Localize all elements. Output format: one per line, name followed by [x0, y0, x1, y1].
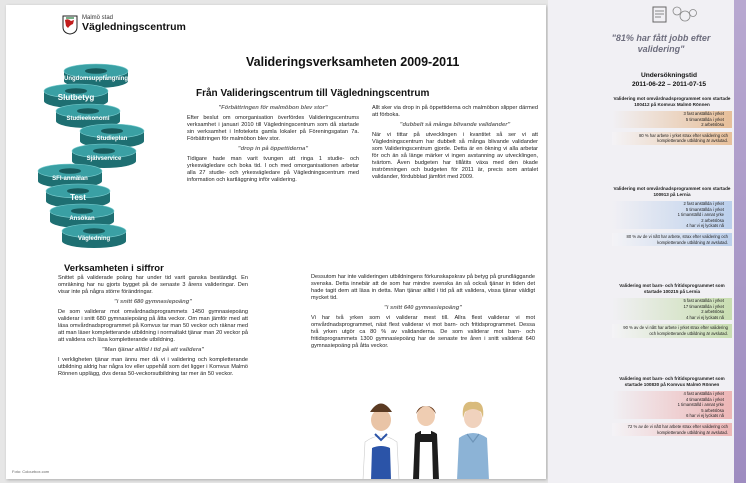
pull-quote: "Förbättringen för malmöbon blev stor": [218, 105, 328, 111]
paragraph: Efter beslut om omorganisation överfördes Valideringscentrums verksamhet i januari 2010 till Vägledningscentrum som då startade sin verksamhet i Infotekets gamla lokaler på Föreningsgatan 7a. Förbättringen för malmöbon blev stor.: [187, 115, 359, 142]
result-stat: 17 timanställda i yrket: [683, 303, 724, 309]
article-column-2: [372, 105, 538, 184]
logo-city: Malmö stad: [82, 15, 114, 21]
result-stat: 3 fast anställda i yrket: [683, 111, 724, 116]
section-heading: Verksamheten i siffror: [64, 263, 164, 274]
result-stat: 2 arbetslösa: [701, 217, 724, 223]
result-box-title: Validering mot barn- och fritidsprogrammet som startade 100830 på Komvux Malmö Rönnen: [619, 376, 725, 387]
main-page: [6, 5, 546, 479]
result-box: [612, 283, 732, 338]
paragraph: I verkligheten tjänar man ännu mer då vi i validering och kompletterande utbildning aldrig har några lov eller uppehåll som det ligger i Komvux Malmö Rönnen upplägg, dvs deras 50-veckorsutbildning tar mer än 50 veckor.: [58, 357, 248, 377]
result-stat: 5 timanställda i yrket: [685, 206, 724, 212]
paragraph: Allt sker via drop in på öppettiderna och malmöbon slipper därmed att förboka.: [372, 105, 538, 118]
paragraph: När vi tittar på utvecklingen i kvantitet så ser vi att Vägledningscentrum har dubbelt så många blivande validander som Valideringscentrum gjorde. Detta är en ökning vi alla arbetar för och än så länge märker vi ingen avstanning av utvecklingen, tvärtom. Även budgeten har tillåtits växa med den ökade inströmningen och budgeten för 2011 är, precis som antalet validander, fördubblad jämfört med 2009.: [372, 132, 538, 180]
result-stat: 5 arbetslösa: [701, 407, 724, 413]
result-box-title: Validering mot barn- och fritidsprogrammet som startade 100215 på Lernia: [619, 283, 725, 294]
ring-9: [62, 224, 126, 248]
result-stat: 2 fast anställda i yrket: [683, 201, 724, 206]
result-stat: 2 arbetslösa: [701, 122, 724, 128]
document-and-bubbles-icon: [651, 5, 709, 25]
paragraph: Tidigare hade man varit tvungen att ringa 1 studie- och yrkesvägledare och boka tid. I och med omorganisationen arbetar alla 27 studie- och yrkesvägledare på Vägledningscentrum med information och kartläggning inför validering.: [187, 156, 359, 183]
paragraph: De som validerar mot omvårdnadsprogrammets 1450 gymnasiepoäng validerar i snitt 680 gymnasiepoäng på åtta veckor. Om man jämför med att läsa omvårdnadsprogrammet på Komvux tar man 50 veckor och räknar med att man läser kompletterande utbildning i normaltakt tjänar man 20 veckor på att validera och läsa kompletterande utbildning.: [58, 309, 248, 343]
result-summary: 72 % av de vi nått har arbete strax efter validering och kompletterande utbildning är avslutad.: [612, 423, 732, 436]
article-column-1: [187, 103, 359, 187]
ring-label: Slutbetyg: [57, 93, 95, 102]
result-box-title: Validering mot omvårdnadsprogrammet som startade 100913 på Lernia: [613, 186, 731, 197]
pull-quote: "dubbelt så många blivande validander": [399, 122, 511, 128]
malmo-crest-icon: [62, 15, 78, 35]
ring-label: SFI-anmälan: [52, 176, 88, 182]
chef-figure: [363, 404, 399, 480]
result-box: [612, 186, 732, 246]
result-stat: 4 har vi ej lyckats nå: [686, 314, 724, 320]
paragraph: Snittet på validerade poäng har under tid varit ganska beständigt. En omräkning har nu gjorts bygget på de senaste 3 årens valideringar. Den visar inte på några större förändringar.: [58, 275, 248, 295]
page-subtitle: Från Valideringscentrum till Vägledningscentrum: [196, 88, 430, 99]
paragraph: Vi har två yrken som vi validerar mest till. Allra flest validerar vi mot omvårdnadsprogrammet, näst flest validerar vi mot barn- och fritidsprogrammet. Dessa två yrken utgör ca 80 % av validanderna. De som validerar mot barn- och fritidsprogrammets 1300 gymnasiepoäng har de senaste tre åren i snitt validerat 640 gymnasiepoäng på åtta veckor.: [311, 315, 535, 349]
service-ring-stack: [36, 53, 176, 253]
result-box: [612, 376, 732, 436]
pull-quote: "i snitt 640 gymnasiepoäng": [384, 305, 462, 311]
result-summary: 90 % av de vi nått har arbete i yrket strax efter validering och kompletterande utbildning är avslutad.: [612, 324, 732, 337]
result-stat: 6 har vi ej lyckats nå: [686, 413, 724, 419]
figures-column-1: [58, 275, 248, 381]
logo: [62, 15, 186, 35]
ring-label: Studieplan: [96, 136, 128, 142]
sidebar-edge-strip: [734, 0, 746, 483]
result-stat: 4 har vi ej lyckats nå: [686, 223, 724, 229]
people-photo: [351, 390, 531, 479]
page-title: Valideringsverksamheten 2009-2011: [246, 55, 460, 69]
waitress-figure: [413, 406, 439, 479]
survey-period: [608, 71, 730, 89]
result-stat: 4 fast anställda i yrket: [683, 391, 724, 396]
result-stat: 1 timanställd i annat yrke: [677, 402, 724, 408]
ring-label: Självservice: [86, 156, 122, 162]
result-box: [612, 96, 732, 145]
pull-quote: "Man tjänar alltid i tid på att validera": [101, 347, 205, 353]
nurse-figure: [457, 402, 489, 479]
ring-label: Ungdomsuppfångning: [64, 76, 128, 82]
result-stat: 4 timanställda i yrket: [685, 396, 724, 402]
paragraph: Dessutom har inte valideringen utbildningens förkunskapskrav på betyg på grundläggande svenska. Detta innebär att de som har mindre svenska än så också tjänar in tiden det hade tagit dem att läsa in detta. Man tjänar alltid i tid på att validera, vissa tjänar väldigt mycket tid.: [311, 274, 535, 301]
result-stat: 1 timanställd i annat yrke: [677, 212, 724, 218]
pull-quote: "drop in på öppettiderna": [237, 146, 309, 152]
ring-label: Test: [70, 193, 86, 202]
result-summary: 80 % har arbete i yrket strax efter validering och kompletterande utbildning är avslutad.: [612, 132, 732, 145]
logo-name: Vägledningscentrum: [82, 21, 186, 33]
result-stat: 2 arbetslösa: [701, 309, 724, 315]
figures-column-2: [311, 274, 535, 353]
result-box-title: Validering mot omvårdnadsprogrammet som startade 100412 på Komvux Malmö Rönnen: [613, 96, 731, 107]
survey-dates: 2011-06-22 – 2011-07-15: [631, 81, 707, 88]
result-stat: 5 fast anställda i yrket: [683, 298, 724, 303]
pull-quote: "i snitt 680 gymnasiepoäng": [114, 299, 192, 305]
sidebar-quote: "81% har fått jobb efter validering": [611, 33, 711, 54]
ring-label: Ansökan: [69, 216, 95, 222]
result-summary: 80 % av de vi nått har arbete, strax efter validering och kompletterande utbildning är avslutad.: [612, 233, 732, 246]
survey-label: Undersökningstid: [640, 72, 698, 79]
result-stat: 5 timanställda i yrket: [685, 116, 724, 122]
ring-label: Studieekonomi: [66, 116, 110, 122]
ring-label: Vägledning: [77, 236, 111, 242]
photo-credit: Foto: Colourbox.com: [12, 469, 50, 474]
sidebar-page: [548, 0, 746, 483]
